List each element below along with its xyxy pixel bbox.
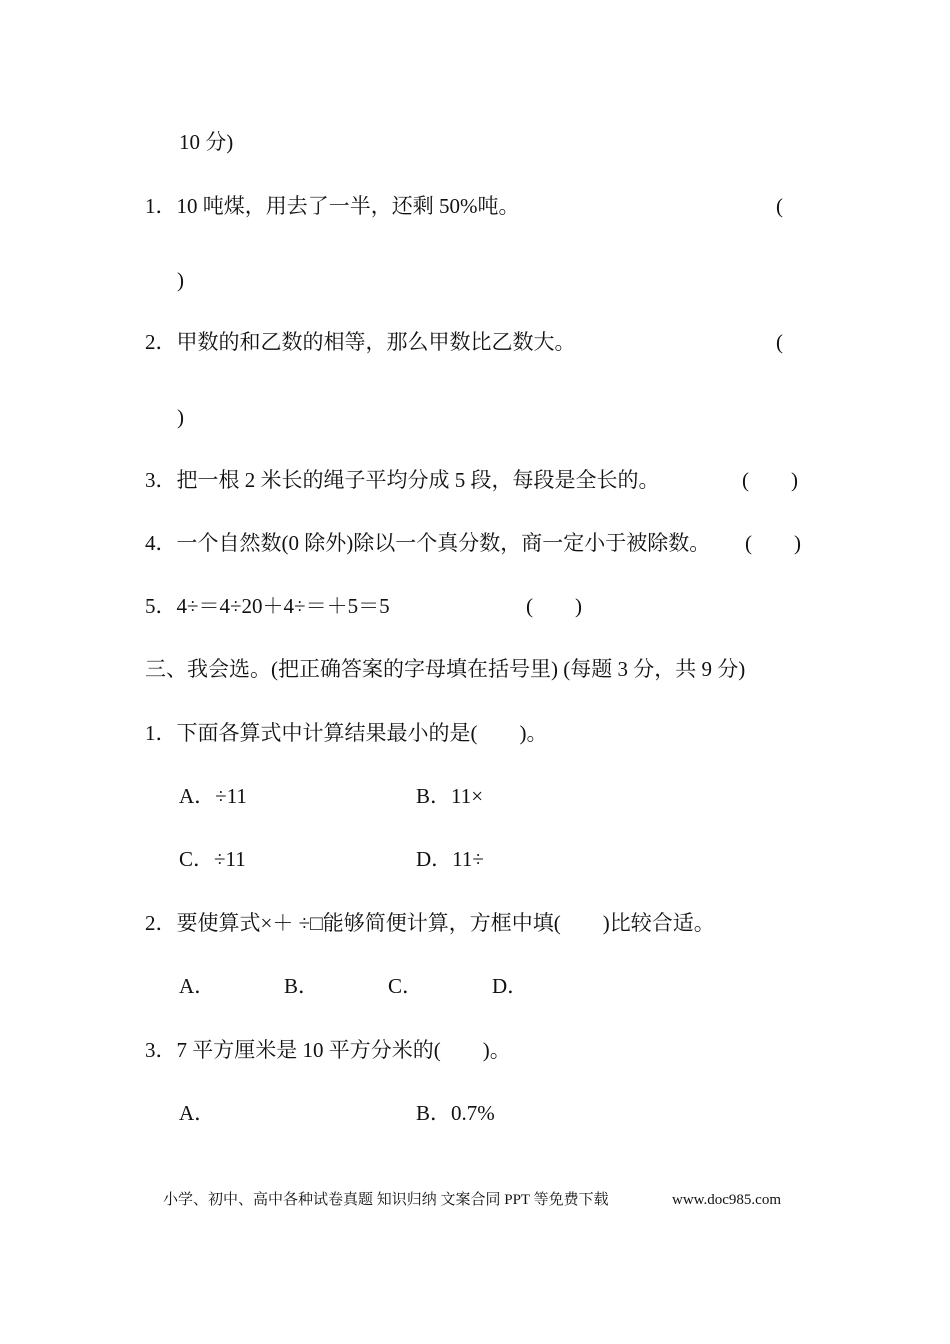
choice-question-3: 3．7 平方厘米是 10 平方分米的( )。 [145, 1038, 511, 1062]
section-continuation: 10 分) [179, 130, 234, 154]
answer-paren: ( ) [745, 531, 801, 555]
judge-item-5: 5．4÷＝4÷20＋4÷＝＋5＝5 [145, 594, 390, 618]
footer-url[interactable]: www.doc985.com [672, 1192, 782, 1208]
option-d: D．11÷ [416, 847, 484, 871]
option-a: A． [179, 974, 216, 998]
option-b: B．0.7% [416, 1101, 495, 1125]
option-d: D． [492, 974, 529, 998]
footer-text: 小学、初中、高中各种试卷真题 知识归纳 文案合同 PPT 等免费下载 [163, 1192, 609, 1208]
judge-item-2: 2．甲数的和乙数的相等，那么甲数比乙数大。 [145, 330, 576, 354]
option-a: A． [179, 1101, 216, 1125]
choice-question-2: 2．要使算式×＋ ÷□能够简便计算，方框中填( )比较合适。 [145, 911, 715, 935]
option-c: C． [388, 974, 424, 998]
choice-question-1: 1．下面各算式中计算结果最小的是( )。 [145, 721, 548, 745]
answer-paren-open: ( [776, 330, 783, 354]
judge-item-3: 3．把一根 2 米长的绳子平均分成 5 段，每段是全长的。 [145, 468, 660, 492]
answer-paren: ( ) [526, 594, 582, 618]
option-b: B． [284, 974, 320, 998]
answer-paren: ( ) [742, 468, 798, 492]
judge-item-1: 1．10 吨煤，用去了一半，还剩 50%吨。 [145, 194, 520, 218]
option-a: A．÷11 [179, 784, 247, 808]
option-b: B．11× [416, 784, 484, 808]
answer-paren-close: ) [177, 268, 184, 292]
answer-paren-close: ) [177, 405, 184, 429]
section-title: 三、我会选。(把正确答案的字母填在括号里) (每题 3 分，共 9 分) [145, 657, 746, 681]
option-c: C．÷11 [179, 847, 246, 871]
answer-paren-open: ( [776, 194, 783, 218]
judge-item-4: 4．一个自然数(0 除外)除以一个真分数，商一定小于被除数。 [145, 531, 711, 555]
